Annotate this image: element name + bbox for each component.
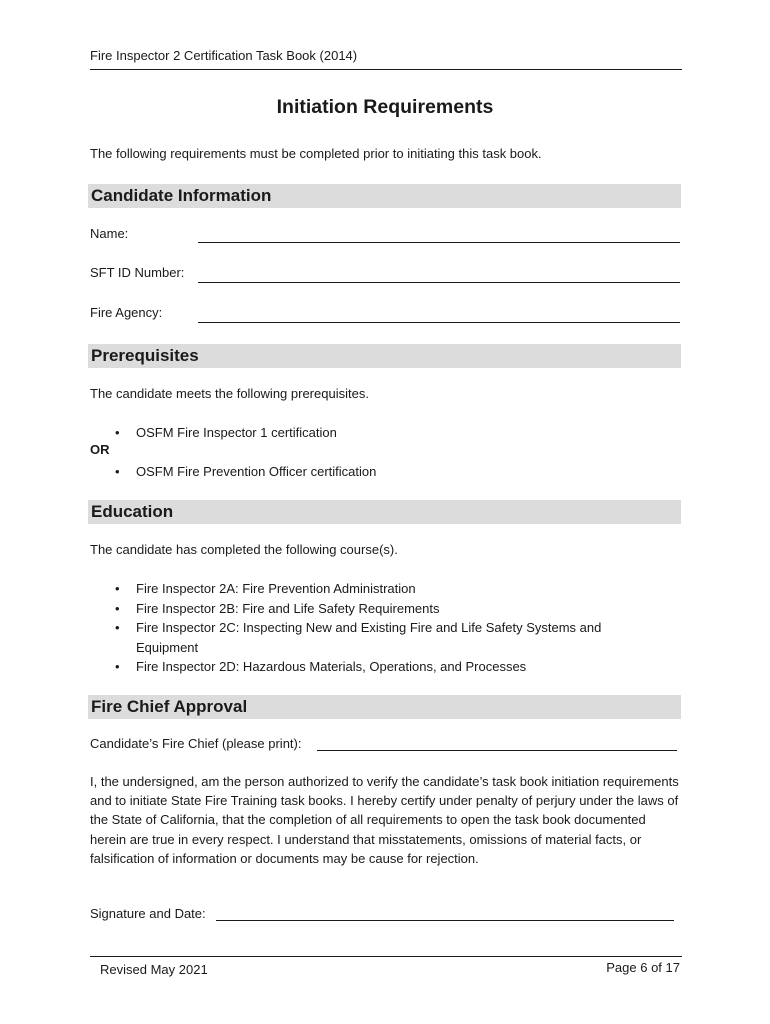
candidate-info-heading: Candidate Information bbox=[88, 184, 681, 208]
education-intro: The candidate has completed the following course(s). bbox=[90, 542, 398, 557]
fire-chief-approval-heading: Fire Chief Approval bbox=[88, 695, 681, 719]
revision-date: Revised May 2021 bbox=[100, 962, 208, 977]
education-heading: Education bbox=[88, 500, 681, 524]
fire-chief-label: Candidate’s Fire Chief (please print): bbox=[90, 736, 302, 751]
prerequisites-heading: Prerequisites bbox=[88, 344, 681, 368]
prerequisite-item: • OSFM Fire Prevention Officer certification bbox=[90, 462, 376, 482]
prerequisite-list-2 bbox=[90, 462, 376, 482]
signature-line bbox=[90, 906, 206, 921]
prerequisite-item: • OSFM Fire Inspector 1 certification bbox=[90, 423, 337, 443]
course-list bbox=[90, 579, 650, 677]
sft-id-label: SFT ID Number: bbox=[90, 265, 185, 280]
fire-chief-name-field[interactable] bbox=[317, 738, 677, 751]
name-field[interactable] bbox=[198, 242, 680, 243]
running-header: Fire Inspector 2 Certification Task Book (2014) bbox=[90, 48, 682, 70]
signature-date-field[interactable] bbox=[216, 908, 674, 921]
name-label: Name: bbox=[90, 226, 129, 241]
certification-statement: I, the undersigned, am the person authorized to verify the candidate’s task book initiation requirements and to initiate State Fire Training task books. I hereby certify under penalty of perjury under the laws of the State of California, that the completion of all requirements to open the task book documented herein are true in every respect. I understand that misstatements, omissions of material facts, or falsification of information or documents may be cause for rejection. bbox=[90, 774, 679, 866]
course-item: • Fire Inspector 2B: Fire and Life Safety Requirements bbox=[90, 599, 650, 619]
fire-chief-line bbox=[90, 736, 301, 751]
course-item: • Fire Inspector 2A: Fire Prevention Administration bbox=[90, 579, 650, 599]
intro-text: The following requirements must be completed prior to initiating this task book. bbox=[90, 146, 542, 161]
footer-divider bbox=[90, 956, 682, 957]
fire-agency-field[interactable] bbox=[198, 322, 680, 323]
signature-label: Signature and Date: bbox=[90, 906, 206, 921]
page-title: Initiation Requirements bbox=[276, 96, 494, 118]
course-item: • Fire Inspector 2C: Inspecting New and Existing Fire and Life Safety Systems and Equipment bbox=[90, 618, 650, 657]
fire-agency-label: Fire Agency: bbox=[90, 305, 163, 320]
or-separator: OR bbox=[90, 442, 110, 457]
prerequisite-list-1 bbox=[90, 423, 337, 443]
page-number: Page 6 of 17 bbox=[606, 960, 680, 975]
sft-id-field[interactable] bbox=[198, 282, 680, 283]
course-item: • Fire Inspector 2D: Hazardous Materials, Operations, and Processes bbox=[90, 657, 650, 677]
prerequisites-intro: The candidate meets the following prerequisites. bbox=[90, 386, 369, 401]
